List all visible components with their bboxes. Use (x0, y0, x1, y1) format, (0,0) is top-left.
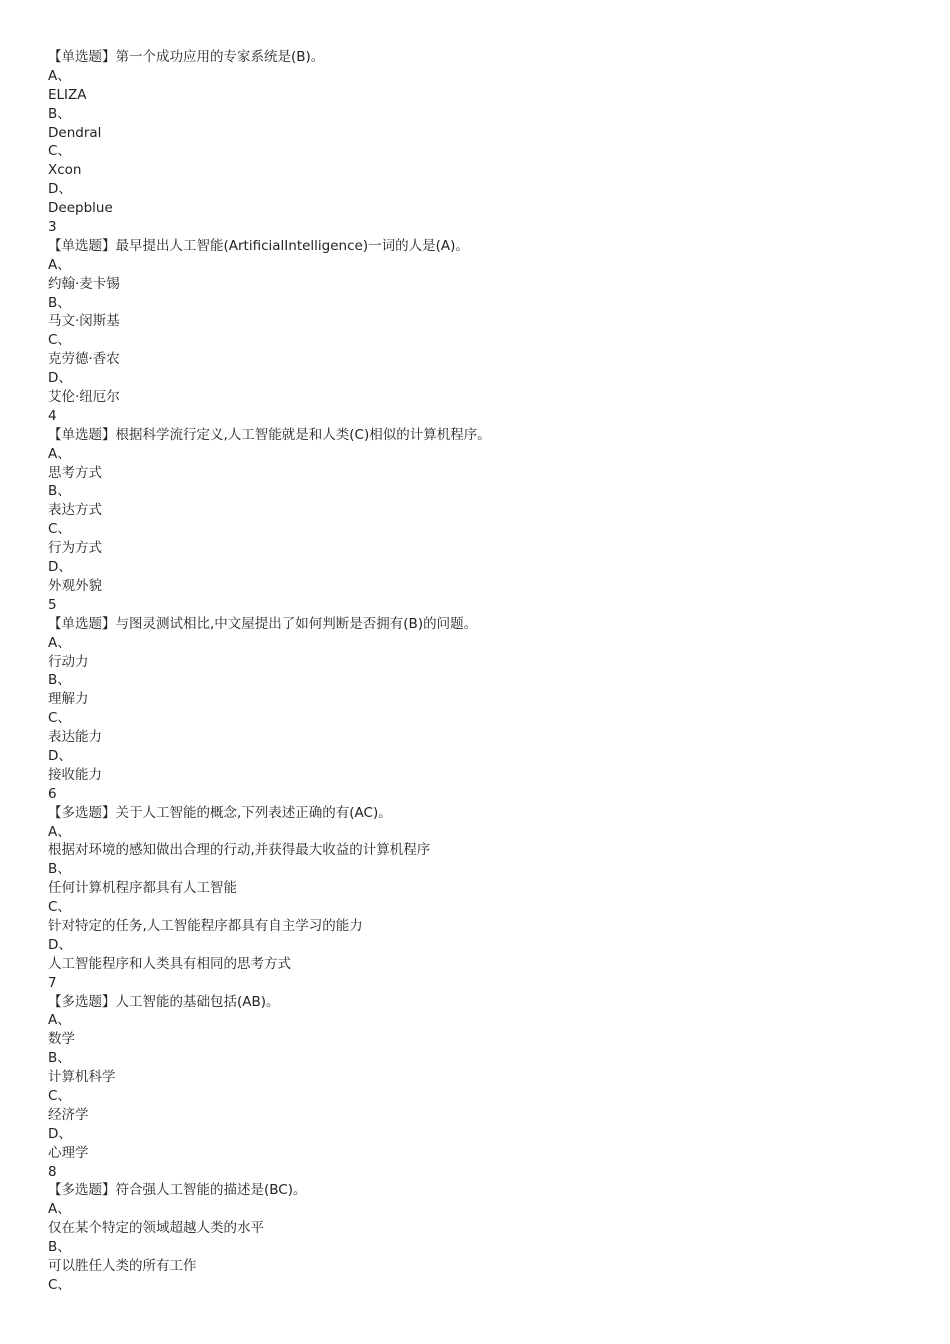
option-letter: A、 (48, 1012, 71, 1029)
option-letter: B、 (48, 1050, 71, 1067)
option-text: 马文·闵斯基 (48, 313, 120, 330)
option-letter: A、 (48, 634, 71, 651)
option-text: Dendral (48, 124, 102, 141)
question-text: 【多选题】关于人工智能的概念,下列表述正确的有(AC)。 (48, 804, 392, 821)
option-letter: D、 (48, 559, 72, 576)
question-number: 6 (48, 785, 57, 802)
option-letter: A、 (48, 823, 71, 840)
option-letter: C、 (48, 143, 71, 160)
option-text: 艾伦·纽厄尔 (48, 389, 120, 406)
question-text: 【单选题】与图灵测试相比,中文屋提出了如何判断是否拥有(B)的问题。 (48, 615, 478, 632)
option-text: 克劳德·香农 (48, 351, 120, 368)
option-letter: B、 (48, 105, 71, 122)
option-letter: C、 (48, 1087, 71, 1104)
question-text: 【单选题】第一个成功应用的专家系统是(B)。 (48, 49, 325, 65)
option-letter: A、 (48, 67, 71, 84)
option-letter: C、 (48, 332, 71, 349)
question-number: 3 (48, 219, 57, 236)
option-letter: D、 (48, 370, 72, 387)
option-letter: A、 (48, 256, 71, 273)
option-text: Deepblue (48, 200, 113, 217)
option-letter: B、 (48, 1239, 71, 1256)
option-letter: C、 (48, 899, 71, 916)
option-letter: D、 (48, 747, 72, 764)
option-text: 表达能力 (48, 729, 102, 746)
option-letter: D、 (48, 181, 72, 198)
question-text: 【多选题】人工智能的基础包括(AB)。 (48, 993, 280, 1010)
question-text: 【多选题】符合强人工智能的描述是(BC)。 (48, 1182, 307, 1199)
option-letter: C、 (48, 710, 71, 727)
option-letter: D、 (48, 1125, 72, 1142)
document-page (48, 48, 908, 1295)
option-text: 接收能力 (48, 766, 102, 783)
option-text: 可以胜任人类的所有工作 (48, 1258, 197, 1274)
option-text: 行为方式 (48, 540, 102, 557)
option-text: 思考方式 (48, 464, 102, 481)
option-letter: D、 (48, 936, 72, 953)
option-text: ELIZA (48, 86, 87, 103)
option-text: 心理学 (48, 1144, 89, 1161)
option-text: 计算机科学 (48, 1069, 116, 1086)
question-number: 7 (48, 974, 57, 991)
option-text: 行动力 (48, 653, 89, 670)
option-text: 理解力 (48, 691, 89, 708)
question-number: 5 (48, 596, 57, 613)
question-number: 8 (48, 1163, 57, 1180)
option-text: 数学 (48, 1031, 75, 1048)
option-letter: A、 (48, 1201, 71, 1218)
option-text: 任何计算机程序都具有人工智能 (48, 880, 237, 897)
option-text: 仅在某个特定的领域超越人类的水平 (48, 1220, 264, 1237)
option-text: 经济学 (48, 1106, 89, 1123)
option-letter: C、 (48, 1276, 71, 1293)
question-text: 【单选题】最早提出人工智能(ArtificialIntelligence)一词的人是(A)。 (48, 237, 469, 254)
option-letter: C、 (48, 521, 71, 538)
option-letter: B、 (48, 861, 71, 878)
question-number: 4 (48, 407, 57, 424)
option-letter: B、 (48, 672, 71, 689)
option-text: 根据对环境的感知做出合理的行动,并获得最大收益的计算机程序 (48, 842, 431, 859)
option-text: Xcon (48, 162, 82, 179)
question-text: 【单选题】根据科学流行定义,人工智能就是和人类(C)相似的计算机程序。 (48, 426, 491, 443)
option-text: 表达方式 (48, 502, 102, 519)
option-text: 人工智能程序和人类具有相同的思考方式 (48, 955, 291, 972)
option-letter: B、 (48, 483, 71, 500)
option-text: 针对特定的任务,人工智能程序都具有自主学习的能力 (48, 917, 363, 934)
option-letter: A、 (48, 445, 71, 462)
option-letter: B、 (48, 294, 71, 311)
option-text: 约翰·麦卡锡 (48, 275, 120, 292)
option-text: 外观外貌 (48, 577, 102, 594)
